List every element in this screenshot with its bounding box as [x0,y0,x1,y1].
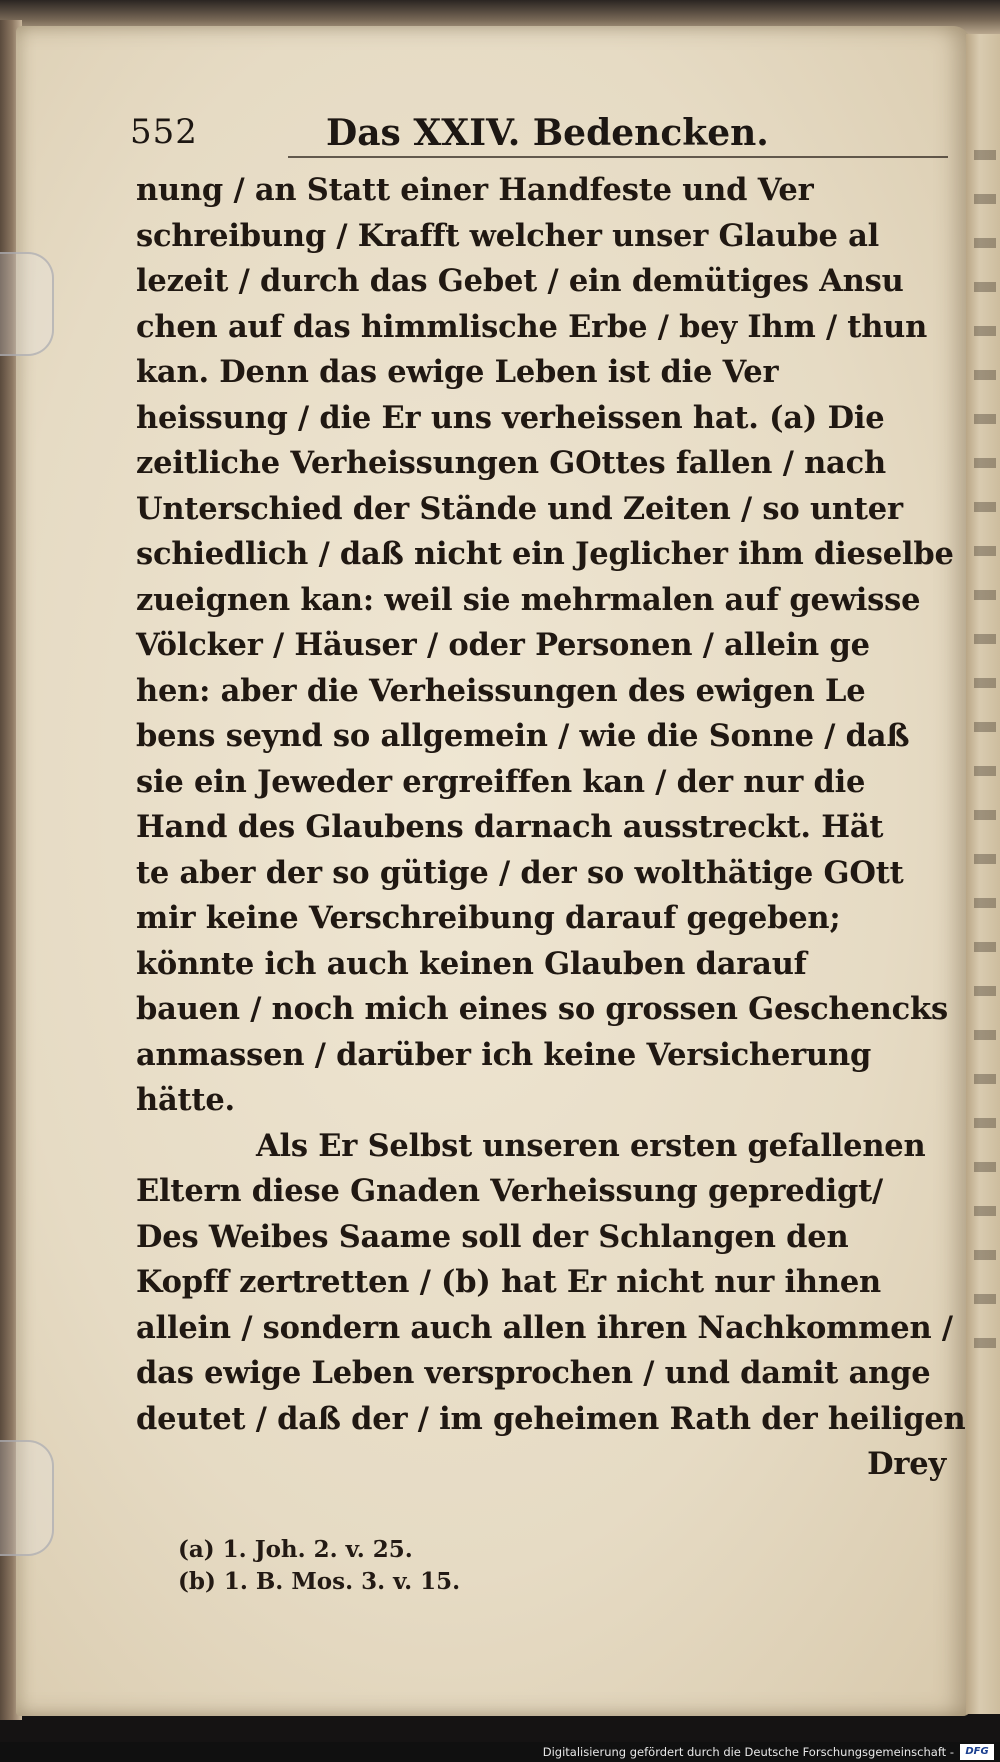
text-line: sie ein Jeweder ergreiffen kan / der nur die [136,763,866,800]
body-text [136,168,966,1488]
text-line: Völcker / Häuser / oder Personen / allein ge [136,627,870,663]
text-line-paragraph-start: Als Er Selbst unseren ersten gefallenen [256,1127,926,1164]
text-line: te aber der so gütige / der so wolthätige GOtt [136,854,904,891]
text-line: zueignen kan: weil sie mehrmalen auf gewisse [136,581,921,618]
page-clip-bottom [0,1440,54,1556]
text-line: könnte ich auch keinen Glauben darauf [136,945,807,982]
text-line: kan. Denn das ewige Leben ist die Ver [136,354,779,390]
text-line: allein / sondern auch allen ihren Nachkommen / [136,1309,953,1346]
text-line: Hand des Glaubens darnach ausstreckt. Hät [136,809,884,845]
page-header [130,112,942,160]
catchword: Drey [867,1446,946,1482]
text-line: das ewige Leben versprochen / und damit ange [136,1355,931,1391]
text-line: bens seynd so allgemein / wie die Sonne / daß [136,718,910,754]
facing-page-text-shadow [974,150,996,1350]
text-line: anmassen / darüber ich keine Versicherung [136,1036,872,1073]
running-title: Das XXIV. Bedencken. [326,112,769,154]
text-line: bauen / noch mich eines so grossen Geschencks [136,991,948,1027]
text-line: hätte. [136,1082,235,1118]
text-line: lezeit / durch das Gebet / ein demütiges Ansu [136,263,904,299]
text-line: nung / an Statt einer Handfeste und Ver [136,172,814,208]
footnote-b: (b) 1. B. Mos. 3. v. 15. [178,1568,461,1595]
text-line: Kopff zertretten / (b) hat Er nicht nur ihnen [136,1264,882,1300]
text-line: deutet / daß der / im geheimen Rath der heiligen [136,1400,966,1437]
text-line: chen auf das himmlische Erbe / bey Ihm / thun [136,308,928,345]
text-line: Eltern diese Gnaden Verheissung gepredigt/ [136,1173,883,1209]
text-line: hen: aber die Verheissungen des ewigen Le [136,672,866,709]
page-number: 552 [130,112,198,152]
footnote-a: (a) 1. Joh. 2. v. 25. [178,1536,413,1563]
header-rule [288,156,948,158]
footnotes [178,1534,598,1598]
digitization-credit: Digitalisierung gefördert durch die Deutsche Forschungsgemeinschaft - [542,1745,954,1759]
text-line: zeitliche Verheissungen GOttes fallen / nach [136,445,886,481]
text-line: Unterschied der Stände und Zeiten / so unter [136,490,903,527]
text-line: mir keine Verschreibung darauf gegeben; [136,900,841,936]
text-line: schiedlich / daß nicht ein Jeglicher ihm dieselbe [136,536,954,572]
text-line: schreibung / Krafft welcher unser Glaube al [136,217,880,254]
page-clip-top [0,252,54,356]
dfg-logo: DFG [960,1744,994,1760]
text-line: Des Weibes Saame soll der Schlangen den [136,1218,849,1255]
text-line: heissung / die Er uns verheissen hat. (a) Die [136,399,885,436]
